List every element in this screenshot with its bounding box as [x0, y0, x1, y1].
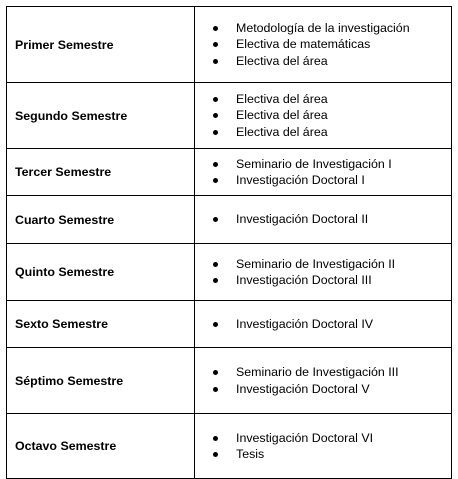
list-item	[213, 446, 451, 463]
bullet-icon	[213, 436, 218, 441]
semester-name: Tercer Semestre	[7, 149, 195, 196]
course-list	[195, 430, 451, 463]
course-name: Seminario de Investigación I	[236, 156, 392, 171]
list-item	[213, 272, 451, 289]
list-item	[213, 381, 451, 398]
semester-name: Segundo Semestre	[7, 83, 195, 149]
bullet-icon	[213, 278, 218, 283]
bullet-icon	[213, 59, 218, 64]
course-name: Tesis	[236, 447, 265, 461]
semester-row	[7, 301, 452, 348]
course-cell	[195, 414, 452, 479]
course-name: Investigación Doctoral VI	[236, 430, 374, 445]
course-name: Investigación Doctoral V	[236, 381, 370, 396]
course-cell	[195, 149, 452, 196]
course-name: Electiva del área	[236, 91, 328, 106]
course-list	[195, 256, 451, 289]
list-item	[213, 364, 451, 381]
semester-row	[7, 348, 452, 414]
course-name: Investigación Doctoral I	[236, 173, 365, 187]
semester-row	[7, 83, 452, 149]
course-name: Metodología de la investigación	[236, 20, 410, 35]
bullet-icon	[213, 262, 218, 267]
bullet-icon	[213, 387, 218, 392]
semester-name: Octavo Semestre	[7, 414, 195, 479]
course-cell	[195, 83, 452, 149]
course-name: Electiva del área	[236, 108, 328, 123]
list-item	[213, 124, 451, 141]
bullet-icon	[213, 322, 218, 327]
bullet-icon	[213, 130, 218, 135]
list-item	[213, 107, 451, 124]
list-item	[213, 156, 451, 173]
semester-row	[7, 7, 452, 83]
semester-name: Quinto Semestre	[7, 244, 195, 301]
bullet-icon	[213, 113, 218, 118]
course-list	[195, 20, 451, 70]
course-name: Electiva de matemáticas	[236, 37, 371, 52]
semester-row	[7, 196, 452, 244]
list-item	[213, 36, 451, 53]
list-item	[213, 211, 451, 228]
course-list	[195, 156, 451, 189]
semester-row	[7, 414, 452, 479]
list-item	[213, 53, 451, 70]
bullet-icon	[213, 42, 218, 47]
curriculum-table	[6, 6, 452, 479]
course-name: Electiva del área	[236, 124, 328, 139]
list-item	[213, 20, 451, 37]
bullet-icon	[213, 178, 218, 183]
semester-name: Primer Semestre	[7, 7, 195, 83]
list-item	[213, 430, 451, 447]
course-list	[195, 211, 451, 228]
bullet-icon	[213, 162, 218, 167]
course-list	[195, 316, 451, 333]
course-name: Investigación Doctoral II	[236, 212, 369, 227]
bullet-icon	[213, 370, 218, 375]
course-cell	[195, 348, 452, 414]
course-name: Investigación Doctoral IV	[236, 316, 374, 331]
semester-name: Cuarto Semestre	[7, 196, 195, 244]
course-list	[195, 364, 451, 397]
course-cell	[195, 244, 452, 301]
list-item	[213, 256, 451, 273]
bullet-icon	[213, 97, 218, 102]
semester-name: Séptimo Semestre	[7, 348, 195, 414]
semester-row	[7, 149, 452, 196]
course-cell	[195, 301, 452, 348]
bullet-icon	[213, 26, 218, 31]
bullet-icon	[213, 217, 218, 222]
course-name: Seminario de Investigación III	[236, 365, 399, 379]
list-item	[213, 91, 451, 108]
semester-name: Sexto Semestre	[7, 301, 195, 348]
course-cell	[195, 196, 452, 244]
course-cell	[195, 7, 452, 83]
list-item	[213, 316, 451, 333]
list-item	[213, 172, 451, 189]
course-list	[195, 91, 451, 141]
semester-row	[7, 244, 452, 301]
course-name: Electiva del área	[236, 53, 328, 68]
course-name: Seminario de Investigación II	[236, 256, 396, 271]
course-name: Investigación Doctoral III	[236, 273, 372, 287]
bullet-icon	[213, 452, 218, 457]
